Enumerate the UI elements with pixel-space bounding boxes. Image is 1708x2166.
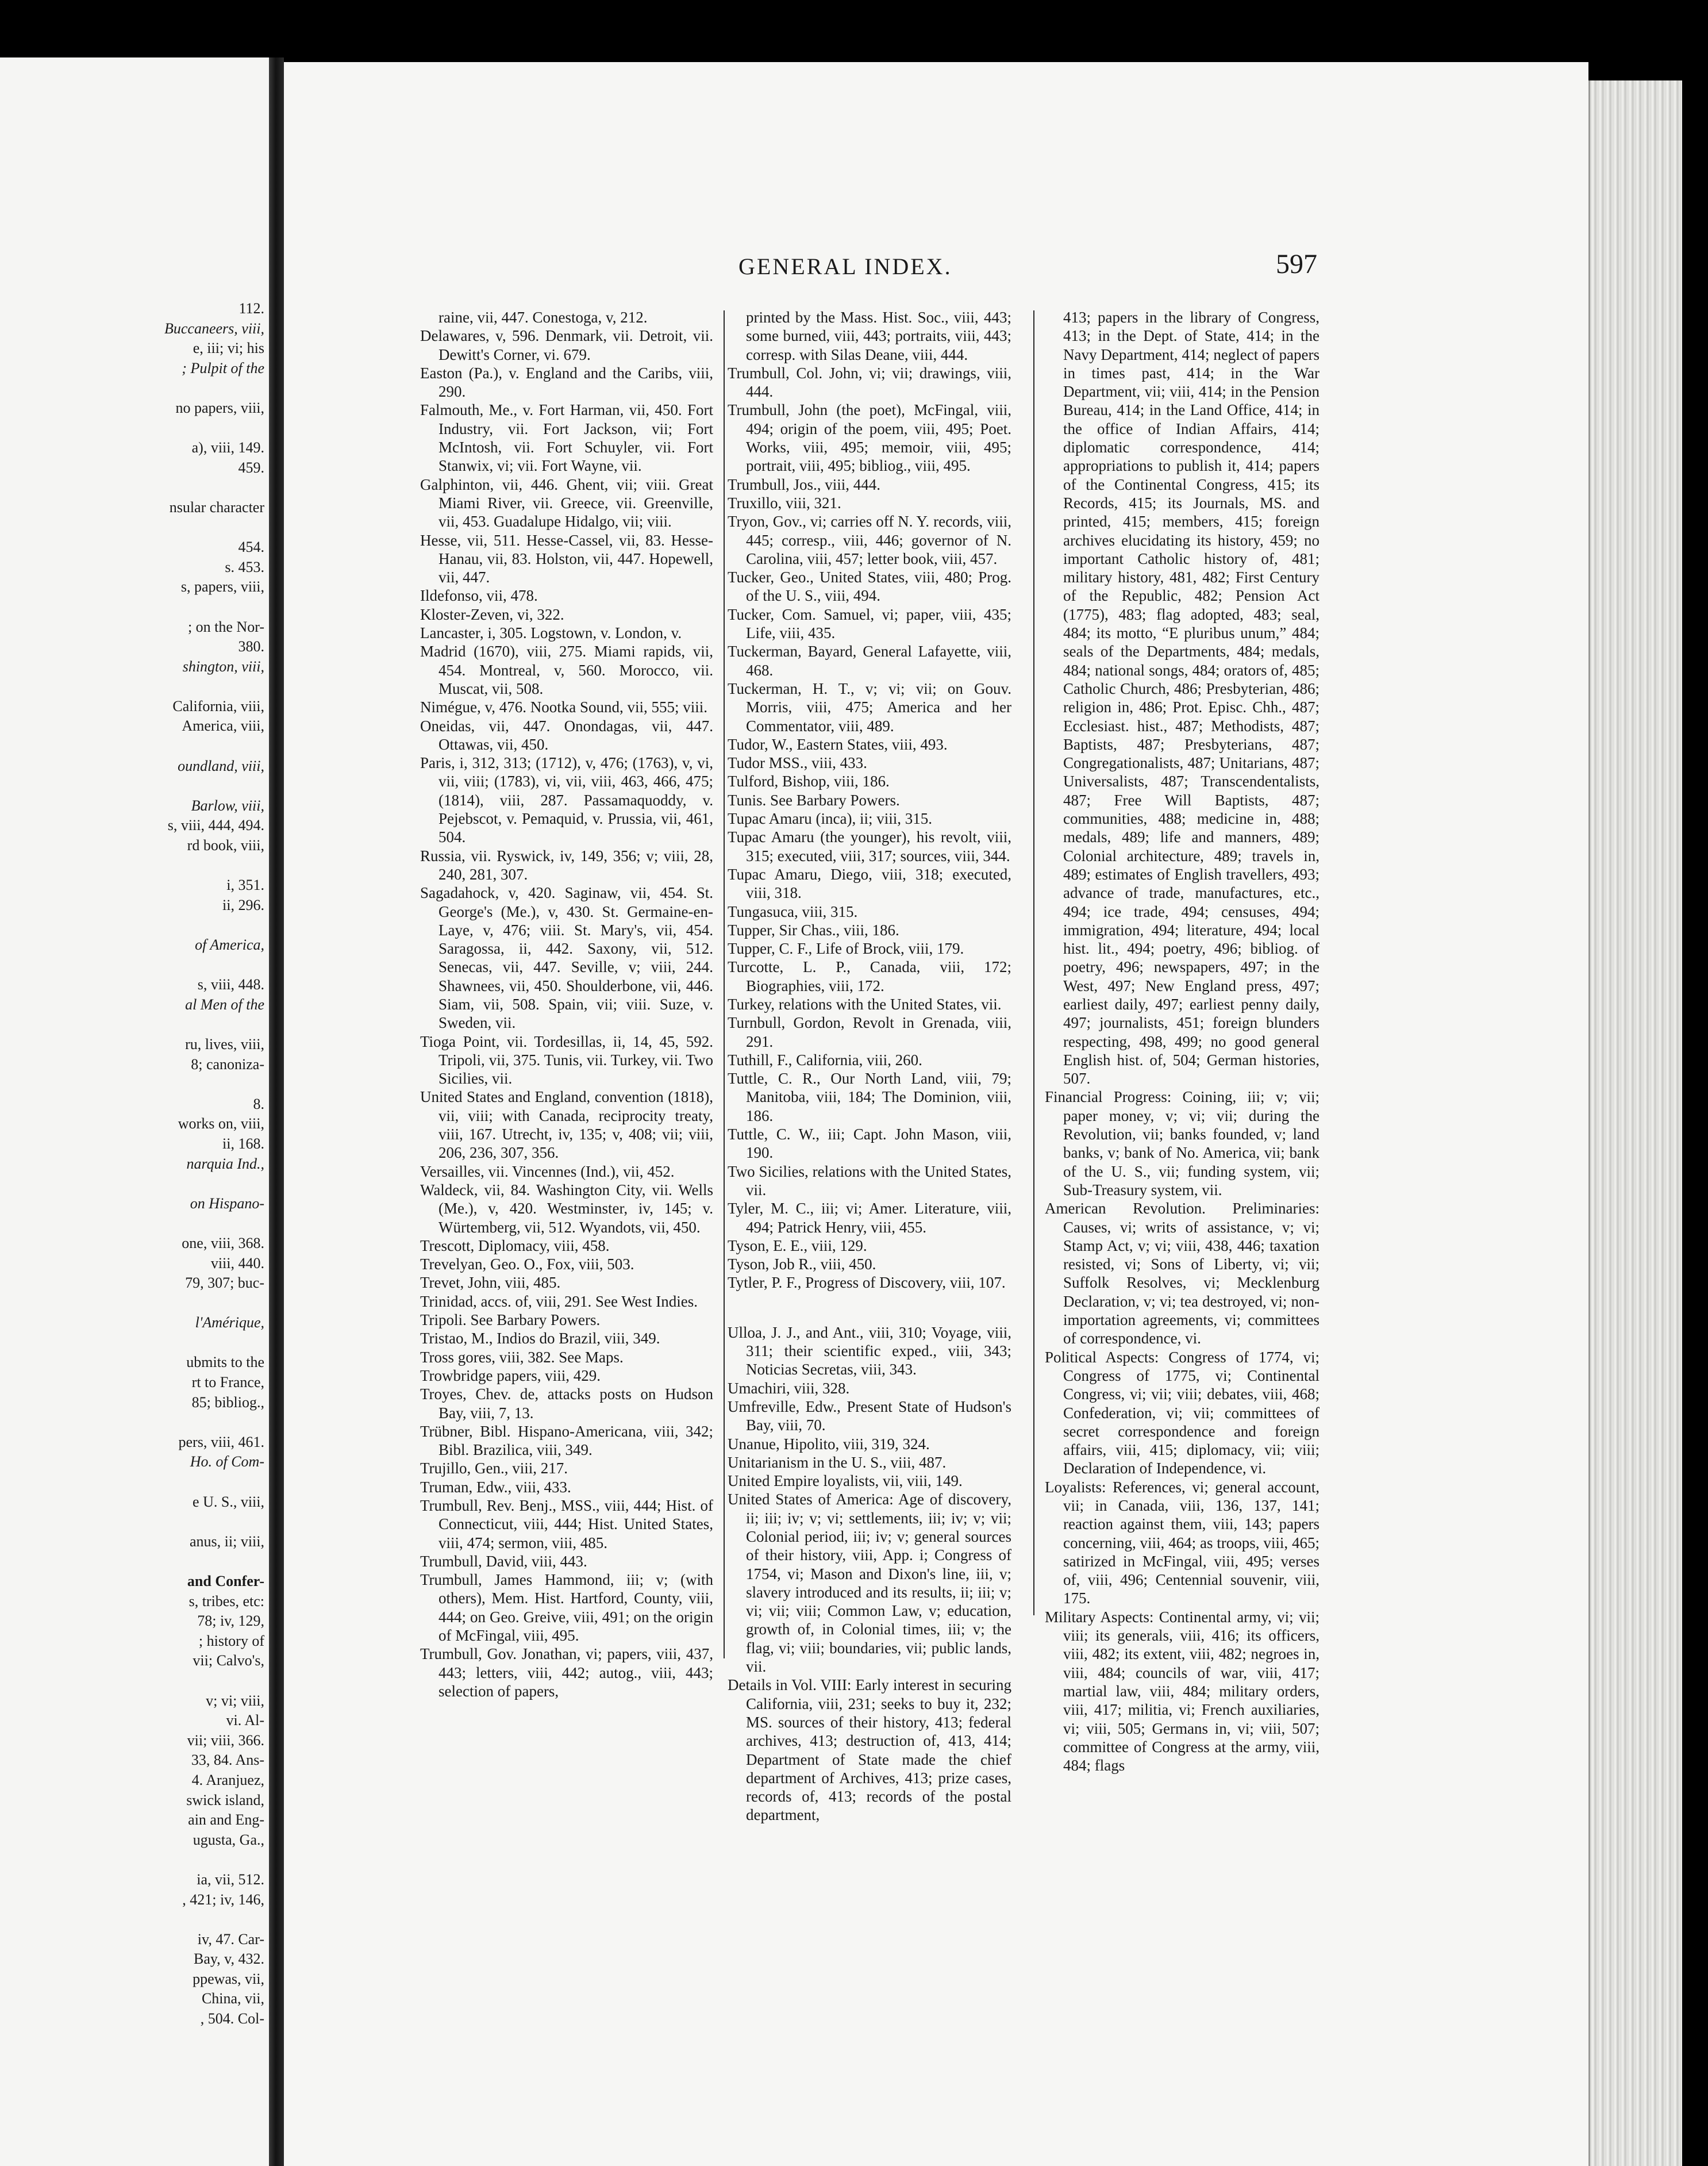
- index-entry: Unitarianism in the U. S., viii, 487.: [728, 1453, 947, 1471]
- left-page-line: e, iii; vi; his: [193, 340, 264, 357]
- index-entry: Tytler, P. F., Progress of Discovery, viii, 107.: [728, 1274, 1006, 1292]
- left-page-line: [0, 1213, 269, 1234]
- left-page-line: [0, 1910, 269, 1930]
- left-page-line: s. 453.: [225, 558, 264, 575]
- index-entry: raine, vii, 447. Conestoga, v, 212.: [438, 309, 648, 326]
- left-page-line: v; vi; viii,: [206, 1692, 264, 1709]
- left-page-line: Buccaneers, viii,: [164, 320, 264, 337]
- index-entry: Trevelyan, Geo. O., Fox, viii, 503.: [420, 1255, 634, 1273]
- left-page-line: and Confer-: [187, 1573, 264, 1589]
- index-entry: Tuthill, F., California, viii, 260.: [728, 1051, 922, 1069]
- index-entry: Versailles, vii. Vincennes (Ind.), vii, 452.: [420, 1162, 675, 1180]
- index-entry: Tupper, C. F., Life of Brock, viii, 179.: [728, 940, 964, 958]
- left-page-line: pers, viii, 461.: [178, 1433, 264, 1450]
- left-page-line: [0, 677, 269, 697]
- left-page-line: oundland, viii,: [178, 757, 264, 774]
- left-page-line: l'Amérique,: [195, 1314, 264, 1331]
- index-column-1: [420, 308, 713, 1700]
- index-entry: Tucker, Com. Samuel, vi; paper, viii, 435; Life, viii, 435.: [728, 605, 1011, 642]
- left-page-line: , 421; iv, 146,: [182, 1891, 264, 1908]
- left-page-line: 454.: [238, 539, 264, 556]
- index-entry: United States and England, convention (1818), vii, viii; with Canada, reciprocity treaty, viii, 167. Utrecht, iv, 135; v, 408; vii; viii, 206, 236, 307, 356.: [420, 1088, 713, 1162]
- index-entry: Tuttle, C. R., Our North Land, viii, 79; Manitoba, viii, 184; The Dominion, viii, 186.: [728, 1070, 1011, 1124]
- left-page-line: 459.: [238, 459, 264, 476]
- left-page-line: [0, 736, 269, 756]
- left-page-line: anus, ii; viii,: [190, 1533, 264, 1550]
- left-page-line: e U. S., viii,: [193, 1493, 264, 1510]
- left-page-line: [0, 418, 269, 439]
- index-entry: Umfreville, Edw., Present State of Hudson's Bay, viii, 70.: [728, 1397, 1011, 1434]
- index-entry: Trevet, John, viii, 485.: [420, 1274, 561, 1292]
- left-page-line: [0, 1472, 269, 1492]
- index-entry: Tross gores, viii, 382. See Maps.: [420, 1348, 624, 1366]
- left-page-line: ; history of: [198, 1632, 264, 1649]
- index-entry: Tupac Amaru (inca), ii; viii, 315.: [728, 810, 932, 828]
- index-entry: Trumbull, David, viii, 443.: [420, 1552, 587, 1570]
- left-page-line: [0, 378, 269, 398]
- index-entry: Russia, vii. Ryswick, iv, 149, 356; v; viii, 28, 240, 281, 307.: [420, 847, 713, 883]
- left-page-line: ppewas, vii,: [193, 1970, 264, 1987]
- index-entry: 413; papers in the library of Congress, 413; in the Dept. of State, 414; in the Navy Department, 414; neglect of papers in times past, 414; in the War Department, vii; viii, 414; in the Pension Bureau, 414; in the Land Office, 414; in the office of Indian Affairs, 414; diplomatic correspondence, 414; appropriations to publish it, 414; papers of the Continental Congress, 415; its Records, 415; its Journals, MS. and printed, 415; members, 415; foreign archives elucidating its history, 459; no important Catholic history of, 481; military history, 481, 482; First Century of the Republic, 482; Pension Act (1775), 483; flag adopted, 483; seal, 484; its motto, “E pluribus unum,” 484; seals of the Departments, 484; medals, 484; national songs, 484; orators of, 485; Catholic Church, 486; Presbyterian, 486; religion in, 486; Prot. Episc. Chh., 487; Ecclesiast. hist., 487; Methodists, 487; Baptists, 487; Presbyterians, 487; Congregationalists, 487; Unitarians, 487; Universalists, 487; Transcendentalists, 487; Free Will Baptists, 487; communities, 488; medicine in, 488; medals, 489; life and manners, 489; Colonial architecture, 489; travels in, 489; estimates of English travellers, 493; advance of trade, manufactures, etc., 494; ice trade, 494; censuses, 494; immigration, 494; literature, 494; local hist. lit., 494; poetry, 496; bibliog. of poetry, 496; newspapers, 497; in the West, 497; New England press, 497; earliest daily, 497; earliest penny daily, 497; journalists, 451; foreign blunders respecting, 498, 499; no good general English hist. of, 504; German histories, 507.: [1063, 309, 1320, 1088]
- index-entry: Oneidas, vii, 447. Onondagas, vii, 447. Ottawas, vii, 450.: [420, 717, 713, 753]
- running-head: GENERAL INDEX.: [738, 254, 952, 279]
- left-page-line: ru, lives, viii,: [185, 1035, 264, 1053]
- left-page: [0, 57, 269, 2166]
- left-page-line: shington, viii,: [182, 658, 264, 675]
- index-entry: Falmouth, Me., v. Fort Harman, vii, 450. Fort Industry, vii. Fort Jackson, vii; Fort McIntosh, vii. Fort Schuyler, vii. Fort Stanwix, vi; vii. Fort Wayne, vii.: [420, 401, 713, 475]
- left-page-line: vii; viii, 366.: [187, 1731, 264, 1749]
- index-entry: Umachiri, viii, 328.: [728, 1379, 850, 1397]
- index-entry: Tyson, Job R., viii, 450.: [728, 1255, 876, 1273]
- left-page-line: no papers, viii,: [175, 399, 264, 416]
- index-entry: Trübner, Bibl. Hispano-Americana, viii, 342; Bibl. Brazilica, viii, 349.: [420, 1422, 713, 1459]
- index-entry: Sagadahock, v, 420. Saginaw, vii, 454. St. George's (Me.), v, 430. St. Germaine-en-Laye, v, 476; viii. St. Mary's, vii, 454. Saragossa, ii, 442. Saxony, vii, 512. Senecas, vii, 447. Seville, v; viii, 244. Shawnees, vii, 450. Shoulderbone, vii, 446. Siam, vii, 508. Spain, vii; viii. Suze, v. Sweden, vii.: [420, 884, 713, 1032]
- index-entry: Tripoli. See Barbary Powers.: [420, 1311, 601, 1329]
- index-entry: Tunis. See Barbary Powers.: [728, 791, 900, 809]
- index-entry: Hesse, vii, 511. Hesse-Cassel, vii, 83. Hesse-Hanau, vii, 83. Holston, vii, 447. Hopewell, vii, 447.: [420, 531, 713, 586]
- index-entry: Two Sicilies, relations with the United States, vii.: [728, 1162, 1011, 1199]
- index-entry: printed by the Mass. Hist. Soc., viii, 443; some burned, viii, 443; portraits, viii, 443; corresp. with Silas Deane, viii, 444.: [746, 309, 1011, 363]
- left-page-line: China, vii,: [201, 1990, 264, 2007]
- left-page-line: Bay, v, 432.: [193, 1950, 264, 1968]
- left-page-line: Barlow, viii,: [191, 797, 264, 814]
- index-entry: Trumbull, Col. John, vi; vii; drawings, viii, 444.: [728, 364, 1011, 401]
- index-entry: Turcotte, L. P., Canada, viii, 172; Biographies, viii, 172.: [728, 958, 1011, 994]
- left-page-line: 112.: [238, 300, 264, 317]
- index-entry: Truman, Edw., viii, 433.: [420, 1478, 571, 1496]
- left-page-line: [0, 1512, 269, 1532]
- index-entry: Military Aspects: Continental army, vi; vii; viii; its generals, viii, 416; its officers, viii, 482; its extent, viii, 482; negroes in, viii, 484; councils of war, viii, 417; martial law, viii, 484; military orders, viii, 417; militia, vi; French auxiliaries, vi; viii, 505; Germans in, vi; viii, 507; committee of Congress at the army, viii, 484; flags: [1045, 1608, 1320, 1775]
- left-page-line: rd book, viii,: [187, 837, 264, 854]
- index-entry: Financial Progress: Coining, iii; v; vii; paper money, v; vi; vii; during the Revolution, vii; banks founded, v; land banks, v; bank of No. America, vii; bank of the U. S., vii; funding system, vii; Sub-Treasury system, vii.: [1045, 1088, 1320, 1199]
- index-entry: Tuckerman, Bayard, General Lafayette, viii, 468.: [728, 643, 1011, 679]
- index-entry: Tyson, E. E., viii, 129.: [728, 1236, 867, 1254]
- index-entry: Tulford, Bishop, viii, 186.: [728, 773, 890, 790]
- left-page-line: 78; iv, 129,: [197, 1612, 264, 1630]
- index-entry: Ildefonso, vii, 478.: [420, 587, 538, 605]
- index-entry: Tupac Amaru (the younger), his revolt, viii, 315; executed, viii, 317; sources, viii, 344.: [728, 828, 1011, 865]
- index-entry: Ulloa, J. J., and Ant., viii, 310; Voyage, viii, 311; their scientific exped., viii, 343; Noticias Secretas, viii, 343.: [728, 1323, 1011, 1378]
- left-page-line: [0, 478, 269, 498]
- index-entry: Tyler, M. C., iii; vi; Amer. Literature, viii, 494; Patrick Henry, viii, 455.: [728, 1200, 1011, 1236]
- index-entry: Kloster-Zeven, vi, 322.: [420, 605, 564, 623]
- left-page-line: s, viii, 448.: [197, 976, 264, 993]
- index-entry: Tryon, Gov., vi; carries off N. Y. records, viii, 445; corresp., viii, 446; governor of N. Carolina, viii, 457; letter book, viii, 457.: [728, 513, 1011, 567]
- index-entry: Tudor MSS., viii, 433.: [728, 754, 867, 772]
- left-page-line: California, viii,: [172, 697, 264, 715]
- index-entry: Tudor, W., Eastern States, viii, 493.: [728, 735, 948, 753]
- left-page-line: [0, 1412, 269, 1433]
- left-page-line: [0, 1850, 269, 1870]
- left-page-line: al Men of the: [185, 996, 264, 1013]
- index-entry: Trumbull, Gov. Jonathan, vi; papers, viii, 437, 443; letters, viii, 442; autog., viii, 443; selection of papers,: [420, 1645, 713, 1700]
- index-entry: Nimégue, v, 476. Nootka Sound, vii, 555; viii.: [420, 698, 707, 716]
- left-page-line: ubmits to the: [186, 1354, 264, 1371]
- index-entry: Madrid (1670), viii, 275. Miami rapids, vii, 454. Montreal, v, 560. Morocco, vii. Muscat, vii, 508.: [420, 643, 713, 697]
- index-entry: Trujillo, Gen., viii, 217.: [420, 1460, 568, 1477]
- index-entry: Turnbull, Gordon, Revolt in Grenada, viii, 291.: [728, 1014, 1011, 1050]
- left-page-line: [0, 597, 269, 617]
- left-page-line: [0, 1174, 269, 1194]
- index-entry: United States of America: Age of discovery, ii; iii; iv; v; vi; settlements, iii; iv; v; vii; Colonial period, iii; iv; v; general sources of their history, viii, App. i; Congress of 1754, vi; Mason and Dixon's line, iii, v; slavery introduced and its results, ii; iii; v; vi; vii; viii; Common Law, v; education, growth of, in Colonial times, iii; v; the flag, vi; viii; boundaries, vii; public lands, vii.: [728, 1491, 1011, 1676]
- left-page-line: Ho. of Com-: [190, 1453, 264, 1470]
- index-entry: Tuttle, C. W., iii; Capt. John Mason, viii, 190.: [728, 1126, 1011, 1162]
- index-entry: Tucker, Geo., United States, viii, 480; Prog. of the U. S., viii, 494.: [728, 569, 1011, 605]
- index-entry: Galphinton, vii, 446. Ghent, vii; viii. Great Miami River, vii. Greece, vii. Greenville, vii, 453. Guadalupe Hidalgo, vii; viii.: [420, 475, 713, 531]
- index-entry: Trumbull, Rev. Benj., MSS., viii, 444; Hist. of Connecticut, viii, 444; Hist. United States, viii, 474; sermon, viii, 485.: [420, 1497, 713, 1551]
- left-page-line: ii, 168.: [222, 1135, 264, 1152]
- left-page-line: viii, 440.: [210, 1254, 264, 1272]
- page-number: 597: [1276, 249, 1317, 279]
- left-page-line: ii, 296.: [222, 896, 264, 913]
- index-entry: Troyes, Chev. de, attacks posts on Hudson Bay, viii, 7, 13.: [420, 1385, 713, 1422]
- left-page-line: 85; bibliog.,: [191, 1393, 264, 1411]
- index-entry: Trowbridge papers, viii, 429.: [420, 1366, 601, 1384]
- index-entry: Delawares, v, 596. Denmark, vii. Detroit, vii. Dewitt's Corner, vi. 679.: [420, 327, 713, 363]
- left-page-line: s, tribes, etc:: [189, 1592, 264, 1610]
- column-rule: [724, 310, 725, 1658]
- left-page-line: iv, 47. Car-: [197, 1930, 264, 1948]
- index-entry: Trumbull, John (the poet), McFingal, viii, 494; origin of the poem, viii, 495; Poet. Works, viii, 495; memoir, viii, 495; portrait, viii, 495; bibliog., viii, 495.: [728, 401, 1011, 475]
- left-page-line: vii; Calvo's,: [193, 1652, 264, 1669]
- index-entry: Trinidad, accs. of, viii, 291. See West Indies.: [420, 1292, 698, 1310]
- left-page-line: [0, 955, 269, 976]
- index-entry: American Revolution. Preliminaries: Causes, vi; writs of assistance, v; vi; Stamp Act, v; vi; viii, 438, 446; taxation resisted, vi; Sons of Liberty, vi; vii; Suffolk Resolves, vi; Mecklenburg Declaration, v; vi; tea destroyed, vi; non-importation agreements, vi; committees of correspondence, vi.: [1045, 1200, 1320, 1347]
- left-page-line: swick island,: [186, 1791, 264, 1808]
- left-page-line: a), viii, 149.: [191, 439, 264, 456]
- left-page-line: [0, 1333, 269, 1353]
- left-page-line: s, papers, viii,: [180, 578, 264, 596]
- left-page-line: 79, 307; buc-: [185, 1274, 264, 1292]
- left-page-line: of America,: [195, 936, 264, 953]
- page-edges: [1588, 80, 1682, 2166]
- index-entry: Political Aspects: Congress of 1774, vi; Congress of 1775, vi; Continental Congress, vi; vii; viii; debates, viii, 468; Confederation, vi; vii; committees of secret correspondence and foreign affairs, viii, 415; diplomacy, vii; viii; Declaration of Independence, vi.: [1045, 1348, 1320, 1477]
- index-column-2: [728, 308, 1011, 1825]
- left-page-line: rt to France,: [191, 1374, 264, 1391]
- index-entry: Lancaster, i, 305. Logstown, v. London, v.: [420, 624, 682, 642]
- left-page-line: works on, viii,: [178, 1115, 264, 1132]
- index-entry: Paris, i, 312, 313; (1712), v, 476; (1763), v, vi, vii, viii; (1783), vi, vii, viii, 463, 466, 475; (1814), viii, 287. Passamaquoddy, v. Pejebscot, v. Pemaquid, v. Prussia, vii, 461, 504.: [420, 754, 713, 846]
- left-page-line: [0, 776, 269, 796]
- column-rule: [1033, 310, 1034, 1615]
- left-page-line: one, viii, 368.: [182, 1234, 264, 1251]
- index-entry: Trumbull, Jos., viii, 444.: [728, 475, 881, 493]
- index-entry: Easton (Pa.), v. England and the Caribs, viii, 290.: [420, 364, 713, 401]
- left-page-line: [0, 1293, 269, 1314]
- left-page-line: 380.: [238, 638, 264, 655]
- left-page-line: s, viii, 444, 494.: [167, 817, 264, 834]
- index-entry: United Empire loyalists, vii, viii, 149.: [728, 1472, 963, 1490]
- index-entry: Trumbull, James Hammond, iii; v; (with others), Mem. Hist. Hartford, County, viii, 444; on Geo. Greive, viii, 491; on the origin of McFingal, viii, 495.: [420, 1571, 713, 1645]
- index-entry: Waldeck, vii, 84. Washington City, vii. Wells (Me.), v, 420. Westminster, iv, 145; v. Würtemberg, vii, 512. Wyandots, vii, 450.: [420, 1181, 713, 1236]
- left-page-line: [0, 1074, 269, 1094]
- index-entry: Tupac Amaru, Diego, viii, 318; executed, viii, 318.: [728, 865, 1011, 902]
- index-entry: Tuckerman, H. T., v; vi; vii; on Gouv. Morris, viii, 475; America and her Commentator, viii, 489.: [728, 679, 1011, 735]
- index-entry: Truxillo, viii, 321.: [728, 494, 841, 512]
- left-page-line: [0, 1015, 269, 1035]
- left-page-line: nsular character: [169, 498, 264, 516]
- left-page-line: ia, vii, 512.: [197, 1871, 264, 1888]
- index-entry: Loyalists: References, vi; general account, vii; in Canada, viii, 136, 137, 141; reaction against them, viii, 143; papers concerning, viii, 464; as troops, viii, 465; satirized in McFingal, viii, 495; verses of, viii, 496; Centennial souvenir, viii, 175.: [1045, 1478, 1320, 1607]
- left-page-line: ; Pulpit of the: [182, 359, 264, 377]
- left-page-line: narquia Ind.,: [186, 1155, 264, 1172]
- left-page-line: on Hispano-: [190, 1195, 264, 1212]
- index-entry: Turkey, relations with the United States, vii.: [728, 995, 1002, 1013]
- left-page-line: [0, 915, 269, 935]
- section-gap: [728, 1292, 1011, 1323]
- left-page-line: 8; canoniza-: [191, 1055, 264, 1073]
- index-entry: Unanue, Hipolito, viii, 319, 324.: [728, 1435, 930, 1453]
- left-page-line: ain and Eng-: [188, 1811, 264, 1829]
- left-page-line: ugusta, Ga.,: [193, 1831, 264, 1848]
- index-entry: Tupper, Sir Chas., viii, 186.: [728, 921, 899, 939]
- left-page-line: i, 351.: [226, 877, 264, 894]
- left-page-line: America, viii,: [182, 717, 264, 735]
- index-entry: Details in Vol. VIII: Early interest in securing California, viii, 231; seeks to buy it, 232; MS. sources of their history, 413; federal archives, 413; destruction of, 413, 414; Department of State made the chief department of Archives, 413; prize cases, records of, 413; records of the postal department,: [728, 1676, 1011, 1824]
- left-page-text: [0, 299, 269, 2029]
- left-page-line: ; on the Nor-: [187, 618, 264, 635]
- left-page-line: [0, 856, 269, 876]
- left-page-line: [0, 1551, 269, 1572]
- index-column-3: [1045, 308, 1320, 1775]
- left-page-line: 4. Aranjuez,: [191, 1771, 264, 1788]
- left-page-line: [0, 1671, 269, 1691]
- left-page-line: 33, 84. Ans-: [191, 1752, 264, 1769]
- index-entry: Tioga Point, vii. Tordesillas, ii, 14, 45, 592. Tripoli, vii, 375. Tunis, vii. Turkey, vii. Two Sicilies, vii.: [420, 1032, 713, 1088]
- index-entry: Tristao, M., Indios do Brazil, viii, 349.: [420, 1330, 660, 1347]
- book-gutter: [269, 57, 284, 2166]
- index-entry: Tungasuca, viii, 315.: [728, 903, 858, 920]
- left-page-line: , 504. Col-: [200, 2010, 264, 2027]
- left-page-line: vi. Al-: [226, 1712, 264, 1729]
- left-page-line: [0, 518, 269, 538]
- left-page-line: 8.: [253, 1095, 264, 1112]
- index-entry: Trescott, Diplomacy, viii, 458.: [420, 1236, 610, 1254]
